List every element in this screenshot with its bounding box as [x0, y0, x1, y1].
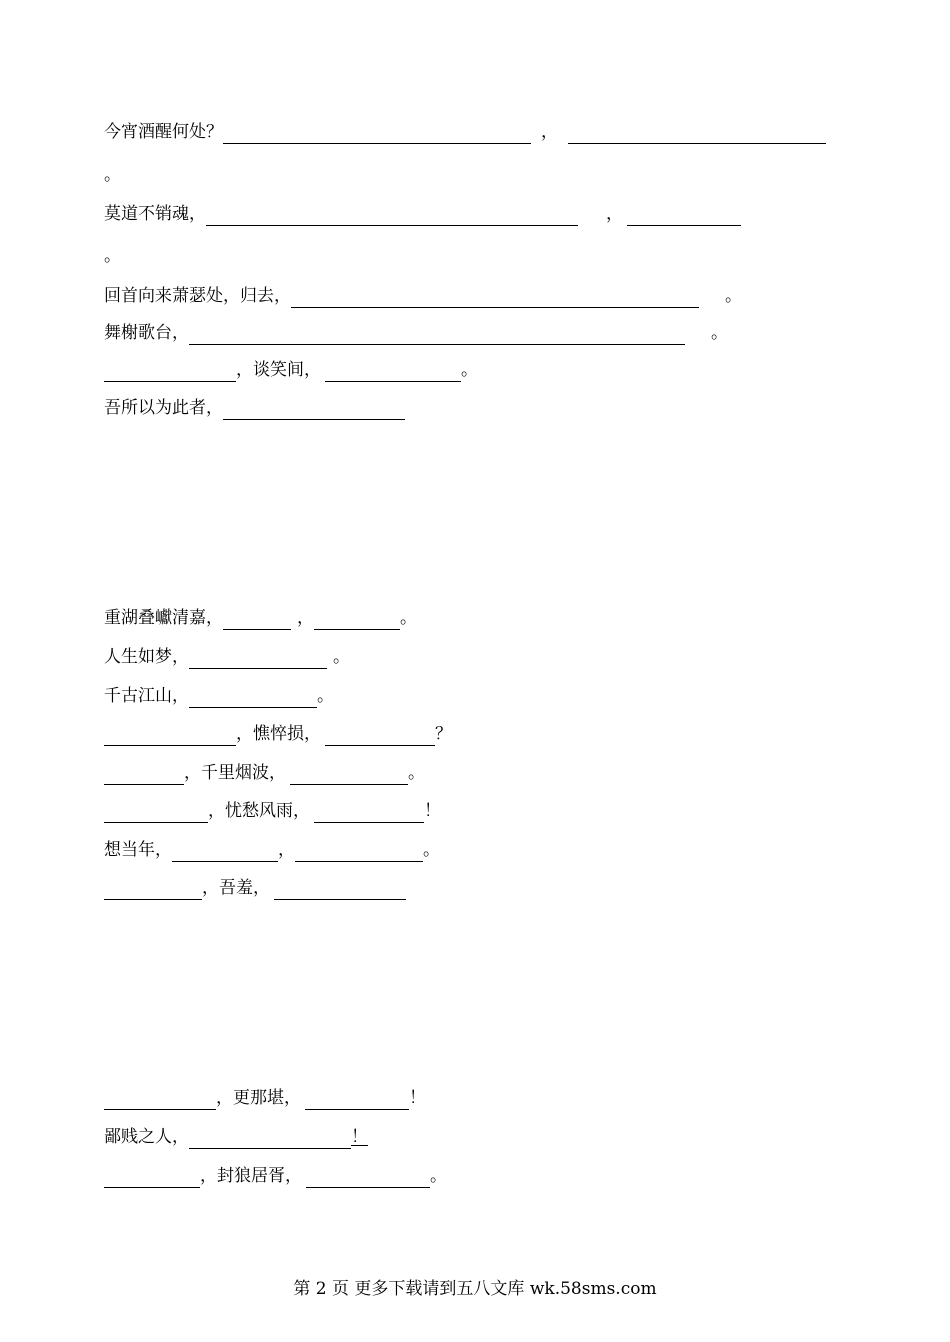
page-footer: 第 2 页 更多下载请到五八文库 wk.58sms.com — [293, 1279, 657, 1299]
end-punctuation: ！ — [424, 801, 441, 821]
answer-blank[interactable] — [274, 879, 406, 900]
fill-in-line-2-end — [104, 244, 121, 268]
answer-blank[interactable] — [104, 764, 184, 785]
answer-blank[interactable] — [104, 1167, 200, 1188]
answer-blank[interactable] — [104, 879, 202, 900]
prompt-text: 重湖叠巘清嘉， — [104, 608, 223, 628]
prompt-text: ，憔悴损， — [236, 724, 321, 744]
fill-in-line-3 — [104, 284, 742, 308]
answer-blank[interactable] — [104, 1089, 216, 1110]
fill-in-line-2 — [104, 202, 741, 226]
prompt-text: ，封狼居胥， — [200, 1166, 302, 1186]
end-punctuation: ！ — [409, 1088, 426, 1108]
answer-blank[interactable] — [295, 841, 423, 862]
fill-in-line-1-end — [104, 163, 121, 187]
fill-in-line-7 — [104, 606, 417, 630]
end-punctuation: 。 — [400, 608, 417, 628]
fill-in-line-11 — [104, 761, 425, 785]
prompt-text: 人生如梦， — [104, 647, 189, 667]
prompt-text: 吾所以为此者， — [104, 398, 223, 418]
fill-in-line-14 — [104, 876, 406, 900]
answer-blank[interactable] — [104, 725, 236, 746]
fill-in-line-9 — [104, 684, 334, 708]
answer-blank[interactable] — [189, 324, 685, 345]
prompt-text: 莫道不销魂， — [104, 204, 206, 224]
answer-blank[interactable] — [189, 687, 317, 708]
end-punctuation: 。 — [423, 840, 440, 860]
fill-in-line-6 — [104, 396, 405, 420]
prompt-text: 千古江山， — [104, 686, 189, 706]
answer-blank[interactable] — [568, 123, 826, 144]
answer-blank[interactable] — [223, 609, 291, 630]
answer-blank[interactable] — [325, 361, 461, 382]
answer-blank[interactable] — [325, 725, 435, 746]
answer-blank[interactable] — [172, 841, 278, 862]
fill-in-line-13 — [104, 838, 440, 862]
answer-blank[interactable] — [104, 802, 208, 823]
answer-blank[interactable] — [104, 361, 236, 382]
end-punctuation: ！ — [351, 1127, 368, 1147]
end-punctuation: 。 — [333, 647, 350, 667]
end-punctuation: 。 — [725, 286, 742, 306]
fill-in-line-8 — [104, 645, 350, 669]
answer-blank[interactable] — [627, 205, 741, 226]
end-punctuation: 。 — [104, 165, 121, 185]
separator-text: ， — [606, 204, 623, 224]
prompt-text: 回首向来萧瑟处，归去， — [104, 286, 291, 306]
prompt-text: ，千里烟波， — [184, 763, 286, 783]
fill-in-line-5 — [104, 358, 478, 382]
prompt-text: 鄙贱之人， — [104, 1127, 189, 1147]
answer-blank[interactable] — [314, 802, 424, 823]
answer-blank[interactable] — [189, 1128, 351, 1149]
answer-blank[interactable] — [306, 1167, 430, 1188]
answer-blank[interactable] — [290, 764, 408, 785]
prompt-text: ，谈笑间， — [236, 360, 321, 380]
answer-blank[interactable] — [291, 287, 699, 308]
fill-in-line-4 — [104, 321, 728, 345]
end-punctuation: 。 — [711, 323, 728, 343]
prompt-text: 舞榭歌台， — [104, 323, 189, 343]
end-punctuation: 。 — [104, 246, 121, 266]
separator-text: ， — [278, 840, 295, 860]
answer-blank[interactable] — [223, 123, 531, 144]
separator-text: ， — [297, 608, 314, 628]
end-punctuation: 。 — [430, 1166, 447, 1186]
prompt-text: 想当年， — [104, 840, 172, 860]
end-punctuation: 。 — [317, 686, 334, 706]
fill-in-line-16 — [104, 1125, 374, 1149]
answer-blank[interactable] — [305, 1089, 409, 1110]
end-punctuation: 。 — [461, 360, 478, 380]
end-punctuation: ？ — [435, 724, 452, 744]
separator-text: ， — [541, 122, 558, 142]
answer-blank[interactable] — [314, 609, 400, 630]
answer-blank[interactable] — [189, 648, 327, 669]
prompt-text: ，吾羞， — [202, 878, 270, 898]
end-punctuation: 。 — [408, 763, 425, 783]
answer-blank[interactable] — [223, 399, 405, 420]
fill-in-line-10 — [104, 722, 452, 746]
prompt-text: 今宵酒醒何处？ — [104, 122, 223, 142]
fill-in-line-15 — [104, 1086, 426, 1110]
prompt-text: ，忧愁风雨， — [208, 801, 310, 821]
fill-in-line-1 — [104, 120, 826, 144]
fill-in-line-17 — [104, 1164, 447, 1188]
fill-in-line-12 — [104, 799, 441, 823]
answer-blank[interactable] — [206, 205, 578, 226]
prompt-text: ，更那堪， — [216, 1088, 301, 1108]
